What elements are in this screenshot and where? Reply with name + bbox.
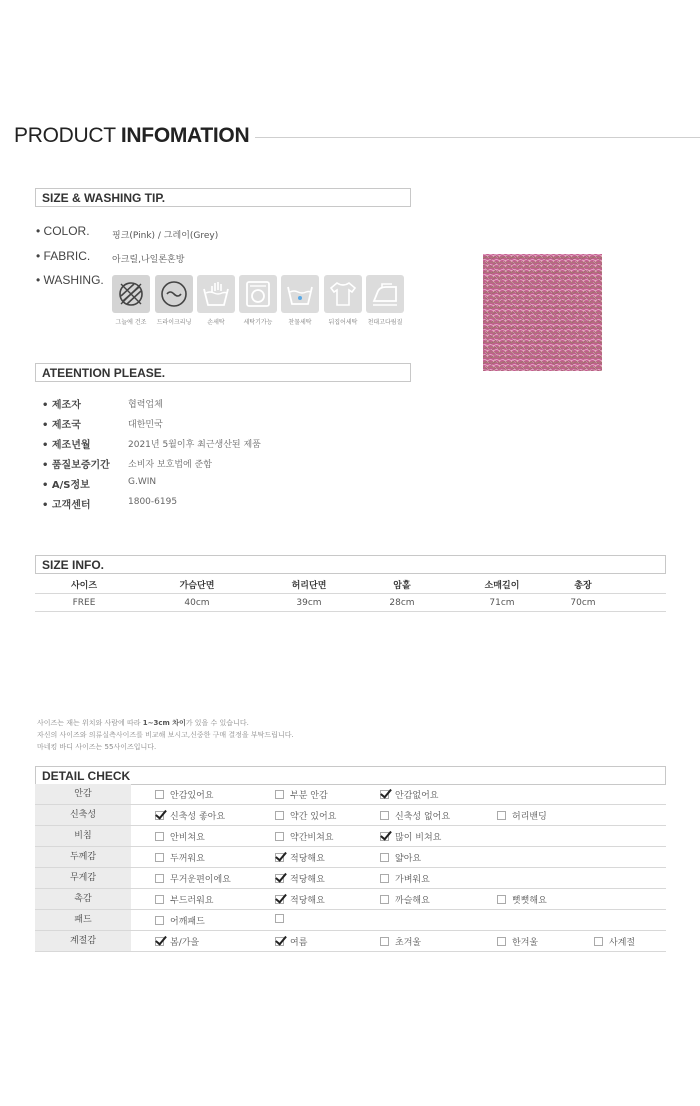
detail-option-label: 초겨울: [395, 938, 422, 948]
size-washing-heading-box: [35, 188, 411, 207]
detail-row-label: 비침: [35, 826, 131, 846]
size-cell: FREE: [72, 597, 96, 608]
detail-row-label: 무게감: [35, 868, 131, 888]
fabric-value: 아크릴,나일론혼방: [112, 255, 185, 265]
table-row: [35, 826, 666, 847]
detail-option: [275, 830, 333, 842]
detail-option: [497, 935, 538, 947]
size-table: [35, 576, 666, 612]
checkbox-checked-icon: [275, 937, 284, 946]
washing-item-hand-wash: [197, 275, 235, 326]
washing-caption: 뒤집어세탁: [328, 319, 358, 326]
detail-option: [380, 851, 421, 863]
detail-option-label: 많이 비쳐요: [395, 833, 442, 843]
checkbox-checked-icon: [155, 937, 164, 946]
attention-heading-box: [35, 363, 411, 382]
detail-check-heading: DETAIL CHECK: [42, 769, 131, 783]
detail-option-label: 안감있어요: [170, 791, 214, 801]
detail-option-label: 얇아요: [395, 854, 422, 864]
size-info-heading-box: [35, 555, 666, 574]
washing-caption: 세탁기가능: [243, 319, 273, 326]
detail-option: [155, 830, 205, 842]
detail-option: [275, 914, 290, 926]
checkbox-empty-icon: [275, 811, 284, 820]
detail-option-label: 약간 있어요: [290, 812, 337, 822]
washing-caption: 그늘에 건조: [115, 319, 147, 326]
product-information-header: [14, 124, 700, 152]
checkbox-empty-icon: [275, 914, 284, 923]
checkbox-checked-icon: [380, 832, 389, 841]
checkbox-empty-icon: [155, 832, 164, 841]
warranty-label: • 품질보증기간: [42, 460, 110, 471]
checkbox-empty-icon: [497, 937, 506, 946]
washing-item-dry-clean: [155, 275, 193, 326]
size-note-1-bold: 1~3cm 차이: [142, 719, 186, 727]
detail-option: [380, 935, 421, 947]
detail-option: [275, 851, 325, 863]
size-col-header: 허리단면: [291, 581, 327, 591]
manufacture-date-label: • 제조년월: [42, 440, 91, 451]
detail-option: [497, 809, 547, 821]
washing-caption: 찬물세탁: [288, 319, 312, 326]
detail-option: [380, 830, 441, 842]
detail-option: [275, 935, 307, 947]
detail-option: [275, 872, 325, 884]
detail-option: [155, 893, 213, 905]
size-info-heading: SIZE INFO.: [42, 558, 105, 572]
size-col-header: 사이즈: [70, 581, 98, 591]
detail-row-label: 패드: [35, 910, 131, 930]
page-title-light: PRODUCT: [14, 124, 121, 147]
detail-option-label: 봄/가을: [170, 938, 200, 948]
checkbox-empty-icon: [155, 895, 164, 904]
manufacture-date-value: 2021년 5월이후 최근생산된 제품: [128, 440, 261, 450]
detail-row-label: 두께감: [35, 847, 131, 867]
attention-heading: ATEENTION PLEASE.: [42, 366, 166, 380]
table-row: [35, 805, 666, 826]
detail-option: [155, 872, 231, 884]
checkbox-checked-icon: [275, 895, 284, 904]
size-cell: 39cm: [296, 597, 322, 608]
size-col-header: 소매길이: [484, 581, 520, 591]
detail-option-label: 까슬해요: [395, 896, 430, 906]
table-row: [35, 910, 666, 931]
size-cell: 70cm: [570, 597, 596, 608]
size-col-header: 암홀: [393, 581, 411, 591]
detail-option: [275, 809, 336, 821]
size-cell: 71cm: [489, 597, 515, 608]
washing-item-cold-wash: [281, 275, 319, 326]
detail-option-label: 안비쳐요: [170, 833, 205, 843]
detail-option-label: 적당해요: [290, 896, 325, 906]
checkbox-checked-icon: [380, 790, 389, 799]
detail-option-label: 여름: [290, 938, 308, 948]
detail-option: [594, 935, 635, 947]
size-note-1-pre: 사이즈는 재는 위치와 사람에 따라: [37, 719, 143, 727]
customer-center-label: • 고객센터: [42, 500, 91, 511]
washing-caption: 드라이크리닝: [156, 319, 192, 326]
size-washing-heading: SIZE & WASHING TIP.: [42, 191, 166, 205]
detail-option: [275, 893, 325, 905]
detail-option-label: 부드러워요: [170, 896, 214, 906]
hand-wash-icon: [197, 275, 235, 313]
page-title-bold: INFOMATION: [120, 124, 250, 147]
detail-option-label: 적당해요: [290, 875, 325, 885]
washing-caption: 손세탁: [207, 319, 225, 326]
fabric-swatch-image: [483, 254, 602, 371]
detail-option-label: 가벼워요: [395, 875, 430, 885]
no-tumble-dry-icon: [112, 275, 150, 313]
washing-caption: 천대고다림질: [367, 319, 403, 326]
detail-option-label: 적당해요: [290, 854, 325, 864]
dry-clean-icon: [155, 275, 193, 313]
detail-option: [497, 893, 547, 905]
size-note-2: 자신의 사이즈와 의류실측사이즈를 비교해 보시고,신중한 구매 결정을 부탁드립니다.: [37, 731, 294, 739]
table-row: [35, 784, 666, 805]
detail-option-label: 약간비쳐요: [290, 833, 334, 843]
checkbox-empty-icon: [155, 790, 164, 799]
washing-item-machine: [239, 275, 277, 326]
checkbox-empty-icon: [155, 916, 164, 925]
detail-check-heading-box: [35, 766, 666, 785]
checkbox-empty-icon: [497, 895, 506, 904]
checkbox-empty-icon: [380, 874, 389, 883]
size-note-1: [37, 718, 249, 728]
checkbox-empty-icon: [275, 832, 284, 841]
detail-row-label: 신축성: [35, 805, 131, 825]
flip-wash-icon: [324, 275, 362, 313]
as-info-label: • A/S정보: [42, 480, 90, 491]
customer-center-value: 1800-6195: [128, 497, 178, 507]
country-value: 대한민국: [128, 420, 163, 430]
detail-row-label: 계절감: [35, 931, 131, 951]
table-row: [35, 931, 666, 952]
detail-row-label: 촉감: [35, 889, 131, 909]
detail-option-label: 신축성 없어요: [395, 812, 451, 822]
checkbox-empty-icon: [155, 853, 164, 862]
detail-option-label: 두꺼워요: [170, 854, 205, 864]
size-note-1-post: 가 있을 수 있습니다.: [185, 719, 249, 727]
table-row: [35, 868, 666, 889]
washing-item-iron: [366, 275, 404, 326]
checkbox-empty-icon: [275, 790, 284, 799]
fabric-label: • FABRIC.: [36, 249, 91, 263]
color-label: • COLOR.: [36, 224, 90, 238]
detail-option-label: 신축성 좋아요: [170, 812, 226, 822]
size-col-header: 가슴단면: [179, 581, 215, 591]
checkbox-empty-icon: [380, 853, 389, 862]
as-info-value: G.WIN: [128, 477, 157, 487]
detail-option-label: 허리밴딩: [512, 812, 547, 822]
detail-option-label: 안감없어요: [395, 791, 439, 801]
detail-option-label: 사계절: [609, 938, 636, 948]
detail-check-table: [35, 784, 666, 952]
detail-option: [155, 935, 199, 947]
detail-option-label: 한겨울: [512, 938, 539, 948]
table-row: [35, 889, 666, 910]
iron-icon: [366, 275, 404, 313]
detail-option: [275, 788, 328, 800]
detail-option-label: 뻣뻣해요: [512, 896, 547, 906]
checkbox-checked-icon: [275, 874, 284, 883]
detail-option: [380, 809, 450, 821]
neutral-detergent-icon: [281, 275, 319, 313]
checkbox-checked-icon: [155, 811, 164, 820]
size-col-header: 총장: [574, 581, 592, 591]
detail-option: [155, 809, 225, 821]
washing-item-flip-wash: [324, 275, 362, 326]
detail-option: [155, 851, 205, 863]
checkbox-empty-icon: [380, 811, 389, 820]
table-row: [35, 847, 666, 868]
size-cell: 40cm: [184, 597, 210, 608]
detail-option-label: 부분 안감: [290, 791, 328, 801]
color-value: 핑크(Pink) / 그레이(Grey): [112, 231, 219, 241]
size-table-header: [35, 576, 666, 594]
detail-option: [380, 893, 430, 905]
page-title: [14, 124, 255, 148]
detail-option: [155, 788, 213, 800]
detail-row-label: 안감: [35, 784, 131, 804]
detail-option: [155, 914, 205, 926]
checkbox-empty-icon: [380, 895, 389, 904]
checkbox-checked-icon: [275, 853, 284, 862]
warranty-value: 소비자 보호법에 준함: [128, 460, 212, 470]
checkbox-empty-icon: [497, 811, 506, 820]
checkbox-empty-icon: [594, 937, 603, 946]
size-cell: 28cm: [389, 597, 415, 608]
detail-option-label: 어깨패드: [170, 917, 205, 927]
table-row: [35, 594, 666, 612]
country-label: • 제조국: [42, 420, 81, 431]
size-note-3: 마네킹 바디 사이즈는 55사이즈입니다.: [37, 743, 157, 751]
checkbox-empty-icon: [380, 937, 389, 946]
washing-machine-icon: [239, 275, 277, 313]
detail-option: [380, 872, 430, 884]
manufacturer-value: 협력업체: [128, 400, 163, 410]
washing-label: • WASHING.: [36, 273, 104, 287]
manufacturer-label: • 제조자: [42, 400, 81, 411]
checkbox-empty-icon: [155, 874, 164, 883]
detail-option: [380, 788, 438, 800]
detail-option-label: 무거운편이에요: [170, 875, 231, 885]
washing-item-shade-dry: [112, 275, 150, 326]
